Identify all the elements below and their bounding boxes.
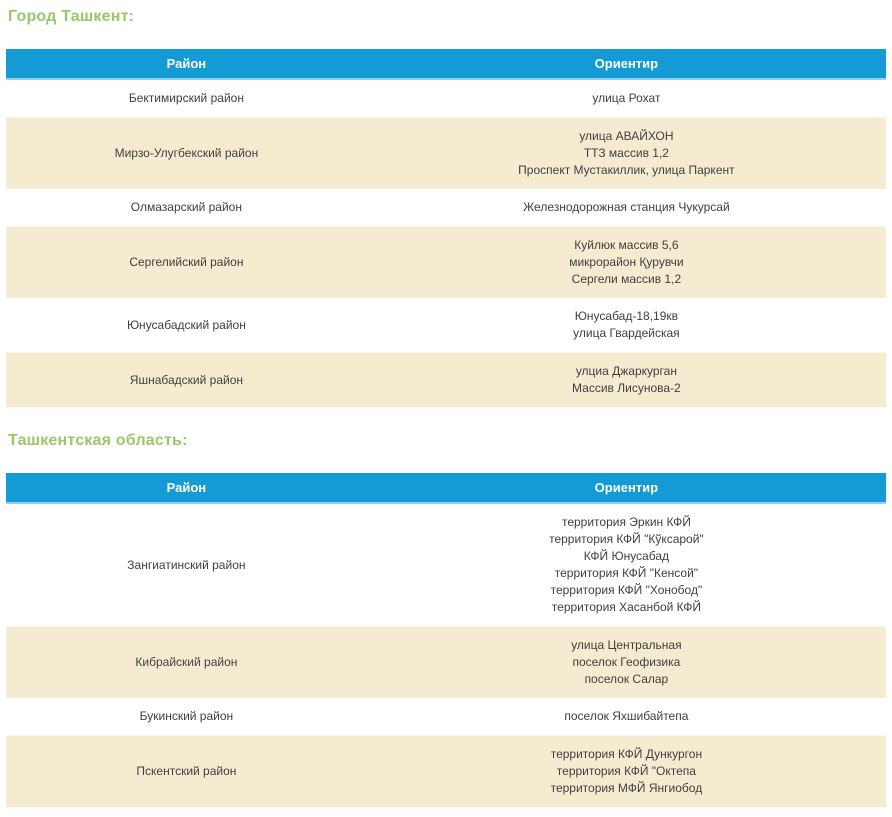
district-cell: Букинский район <box>139 709 234 723</box>
landmark-line: территория Хасанбой КФЙ <box>551 600 702 614</box>
landmark-line: Железнодорожная станция Чукурсай <box>523 200 730 214</box>
landmark-line: микрорайон Қурувчи <box>569 255 684 269</box>
section-tashkent-region <box>6 432 886 807</box>
table-row <box>6 353 886 408</box>
landmark-cell <box>367 353 886 408</box>
landmark-line: территория КФЙ "Хонобод" <box>550 583 703 597</box>
table-row <box>6 298 886 353</box>
landmark-line: территория КФЙ "Кўксарой" <box>549 532 704 546</box>
district-cell: Яшнабадский район <box>129 372 243 387</box>
landmark-cell <box>367 118 886 190</box>
landmark-line: Массив Лисунова-2 <box>572 381 681 395</box>
section-heading-tashkent-region: Ташкентская область: <box>8 432 188 449</box>
districts-table-city <box>6 49 886 407</box>
districts-table-region <box>6 473 886 807</box>
landmark-cell <box>367 189 886 227</box>
district-cell: Зангиатинский район <box>127 557 246 572</box>
district-cell: Юнусабадский район <box>126 317 246 332</box>
column-header-district: Район <box>6 49 367 79</box>
landmark-line: КФЙ Юнусабад <box>583 549 670 563</box>
landmark-line: Куйлюк массив 5,6 <box>574 238 679 252</box>
landmark-line: территория МФЙ Янгиобод <box>550 781 703 795</box>
landmark-line: Юнусабад-18,19кв <box>574 309 678 323</box>
table-row <box>6 227 886 299</box>
table-row <box>6 736 886 808</box>
table-row <box>6 79 886 118</box>
column-header-landmark: Ориентир <box>367 49 886 79</box>
table-row <box>6 503 886 627</box>
landmark-line: территория КФЙ Дункургон <box>550 747 703 761</box>
landmark-cell <box>367 627 886 699</box>
landmark-line: территория КФЙ "Кенсой" <box>554 566 699 580</box>
table-row <box>6 627 886 699</box>
landmark-cell <box>367 298 886 353</box>
section-tashkent-city <box>6 8 886 407</box>
landmark-line: поселок Геофизика <box>572 655 681 669</box>
landmark-line: ТТЗ массив 1,2 <box>583 146 669 160</box>
table-header-row <box>6 49 886 79</box>
section-heading-tashkent-city: Город Ташкент: <box>8 8 135 25</box>
district-cell: Олмазарский район <box>130 200 242 214</box>
landmark-line: Проспект Мустакиллик, улица Паркент <box>518 163 735 177</box>
table-row <box>6 118 886 190</box>
district-cell: Пскентский район <box>136 764 237 778</box>
landmark-line: улица Рохат <box>592 91 661 105</box>
column-header-landmark: Ориентир <box>367 473 886 503</box>
landmark-cell <box>367 698 886 736</box>
landmark-line: поселок Яхшибайтепа <box>564 709 689 723</box>
column-header-district: Район <box>6 473 367 503</box>
landmark-cell <box>367 503 886 627</box>
landmark-line: улциа Джаркурган <box>575 364 677 378</box>
landmark-line: улица АВАЙХОН <box>579 129 674 143</box>
landmark-line: улица Центральная <box>571 638 682 652</box>
landmark-line: территория Эркин КФЙ <box>561 515 691 529</box>
table-row <box>6 698 886 736</box>
table-row <box>6 189 886 227</box>
landmark-line: поселок Салар <box>584 672 669 686</box>
landmark-line: улица Гвардейская <box>573 326 680 340</box>
district-cell: Сергелийский район <box>129 255 244 269</box>
landmark-cell <box>367 79 886 118</box>
district-cell: Кибрайский район <box>135 655 238 669</box>
landmark-cell <box>367 227 886 299</box>
district-cell: Бектимирский район <box>128 91 244 105</box>
landmark-line: Сергели массив 1,2 <box>571 272 682 286</box>
district-cell: Мирзо-Улугбекский район <box>114 146 259 160</box>
table-header-row <box>6 473 886 503</box>
landmark-line: территория КФЙ "Октепа <box>556 764 696 778</box>
landmark-cell <box>367 736 886 808</box>
